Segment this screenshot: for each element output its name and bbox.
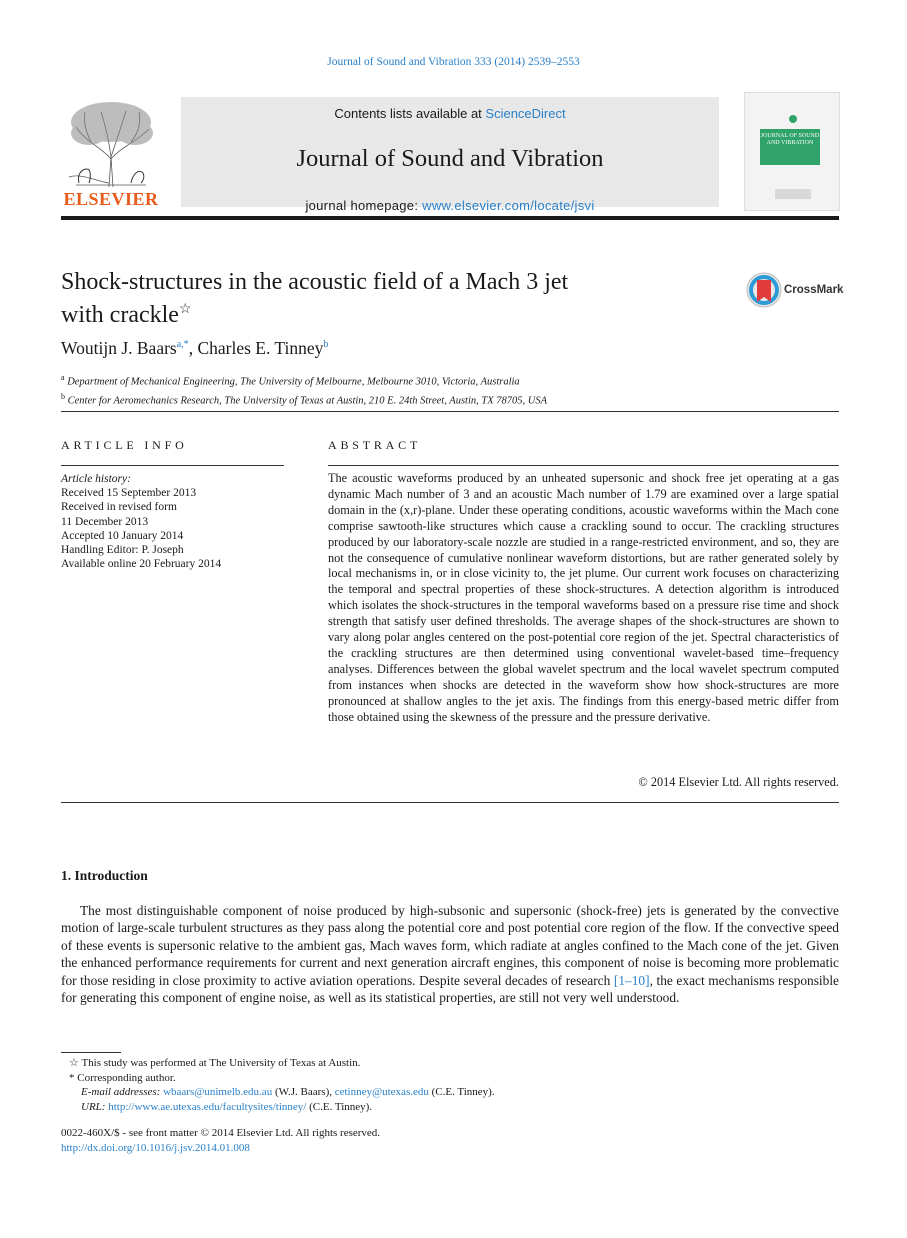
author-list [61,338,328,359]
intro-text-before-ref: The most distinguishable component of noise produced by high-subsonic and supersonic (shock-free) jets is generated by the convective motion of large-scale turbulent structures as they pass along the potential core and post potential core region of the flow. If the convective speed of these events is supersonic relative to the ambient gas, Mach waves form, which radiate at angles confined to the Mach cone of the jet. Given the enhanced performance requirements for current and next generation aircraft engines, this component of noise is becoming more problematic for those residing in close proximity to active aviation operations. Despite several decades of research [61,903,839,988]
affiliation-b [61,390,547,409]
intro-text-after-ref: , the exact mechanisms responsible for generating this component of engine noise, as well as its statistical properties, are still not very well understood. [61,972,840,1006]
email-link-2[interactable]: cetinney@utexas.edu [334,1086,429,1098]
footnote-corr-text: Corresponding author. [77,1071,176,1084]
homepage-line [181,198,719,213]
journal-masthead [181,97,719,213]
abstract-body: The acoustic waveforms produced by an unheated supersonic and shock free jet operating at a gas dynamic Mach number of 3 and an acoustic Mach number of 1.79 are examined over a large spatial domain in the (x,r)-plane. Under these operating conditions, acoustic waveforms within the Mach cone comprise sawtooth-like structures which cause a crackling sound to occur. The crackling structures produced by our laboratory-scale nozzle are studied in a range-restricted environment, and so, they are not the consequence of cumulative nonlinear waveform distortions, but are rather generated solely by local mechanisms in, or in close vicinity to, the jet plume. Our current work focuses on characterizing the temporal and spectral properties of these shock-structures. A detection algorithm is introduced which isolates the shock-structures in the temporal waveforms based on a pressure rise time and shock strength that satisfy user defined thresholds. The average shapes of the shock-structures are shown to vary along polar angles centered on the post-potential core region of the jet. Spectral characteristics of the crackling structures are then determined using conventional wavelet-based time–frequency analyses. Differences between the global wavelet spectrum and the local wavelet spectrum computed from instances when shocks are detected in the waveform show how shock-structures are more pronounced at shallow angles to the jet axis. The findings from this energy-based metric differ from those obtained using the skewness of the pressure and the pressure derivative. [328,471,839,724]
journal-name: Journal of Sound and Vibration [296,145,604,172]
title-line-1: Shock-structures in the acoustic field of a Mach 3 jet [61,269,569,295]
divider-bottom [61,802,839,803]
url-link[interactable]: http://www.ae.utexas.edu/facultysites/tinney/ [108,1100,307,1113]
header-rule [61,216,839,220]
affiliation-text-a: Department of Mechanical Engineering, The University of Melbourne, Melbourne 3010, Victoria, Australia [67,376,520,388]
article-history [61,472,221,571]
crossmark-badge[interactable] [746,270,842,310]
title-footnote-mark[interactable]: ☆ [178,302,192,317]
front-matter [61,1126,380,1155]
title-line-2: with crackle [61,302,179,328]
contents-line [181,106,719,121]
email-label: E-mail addresses: [81,1086,161,1098]
affiliation-a [61,371,547,390]
introduction-paragraph [61,902,839,1006]
footnote-corr-mark: * [69,1071,75,1084]
footnotes [61,1056,495,1114]
url-name: (C.E. Tinney). [309,1100,373,1113]
history-line: Received in revised form [61,501,177,514]
footnote-url [61,1100,495,1115]
author-2-affiliation-mark[interactable]: b [323,339,329,351]
abstract-rule [328,465,839,466]
email-2-name: (C.E. Tinney). [431,1086,495,1098]
history-line: Accepted 10 January 2014 [61,529,184,542]
cover-title: JOURNAL OF SOUND AND VIBRATION [760,133,820,146]
abstract-heading: ABSTRACT [328,438,422,452]
footnote-star-text: This study was performed at The University of Texas at Austin. [81,1057,361,1069]
author-1: Woutijn J. Baars [61,338,177,358]
doi-link[interactable]: http://dx.doi.org/10.1016/j.jsv.2014.01.008 [61,1141,250,1154]
author-separator: , [188,338,198,358]
article-info-heading: ARTICLE INFO [61,438,188,452]
history-line: Handling Editor: P. Joseph [61,544,184,557]
affiliations [61,371,547,408]
journal-citation[interactable]: Journal of Sound and Vibration 333 (2014) 2539–2553 [327,56,580,68]
contents-prefix: Contents lists available at [334,106,486,121]
section-heading-introduction: 1. Introduction [61,868,148,883]
crossmark-label: CrossMark [784,284,844,296]
history-line: Received 15 September 2013 [61,487,197,500]
crossmark-icon [746,272,782,308]
divider-top [61,411,839,412]
reference-link[interactable]: [1–10] [613,972,650,988]
footnote-corresponding [61,1071,495,1086]
footnote-emails [61,1085,495,1100]
homepage-prefix: journal homepage: [305,198,423,213]
journal-homepage-link[interactable]: www.elsevier.com/locate/jsvi [422,198,595,213]
footnote-rule [61,1052,121,1053]
copyright-notice: © 2014 Elsevier Ltd. All rights reserved. [638,775,839,789]
front-matter-line: 0022-460X/$ - see front matter © 2014 Elsevier Ltd. All rights reserved. [61,1127,381,1139]
affiliation-mark-b: b [61,391,65,401]
sciencedirect-link[interactable]: ScienceDirect [485,106,566,121]
elsevier-wordmark: ELSEVIER [63,189,159,209]
article-title [61,268,701,329]
author-2: Charles E. Tinney [197,338,324,358]
email-1-name: (W.J. Baars), [274,1086,332,1098]
email-link-1[interactable]: wbaars@unimelb.edu.au [163,1086,273,1098]
article-info-rule [61,465,284,466]
history-line: Available online 20 February 2014 [61,558,222,571]
history-label: Article history: [61,473,131,485]
cover-title-panel [760,129,820,165]
footnote-star-mark: ☆ [69,1057,79,1069]
cover-publisher-mark-icon [775,189,811,199]
journal-cover-thumbnail[interactable] [744,92,840,211]
footnote-star [61,1056,495,1071]
journal-header [61,89,839,220]
affiliation-mark-a: a [61,373,65,382]
history-line: 11 December 2013 [61,515,149,528]
cover-emblem-icon [789,115,797,123]
affiliation-text-b: Center for Aeromechanics Research, The University of Texas at Austin, 210 E. 24th Street, Austin, TX 78705, USA [67,395,547,406]
url-label: URL: [81,1100,106,1113]
author-1-affiliation-mark[interactable]: a,* [176,339,189,351]
